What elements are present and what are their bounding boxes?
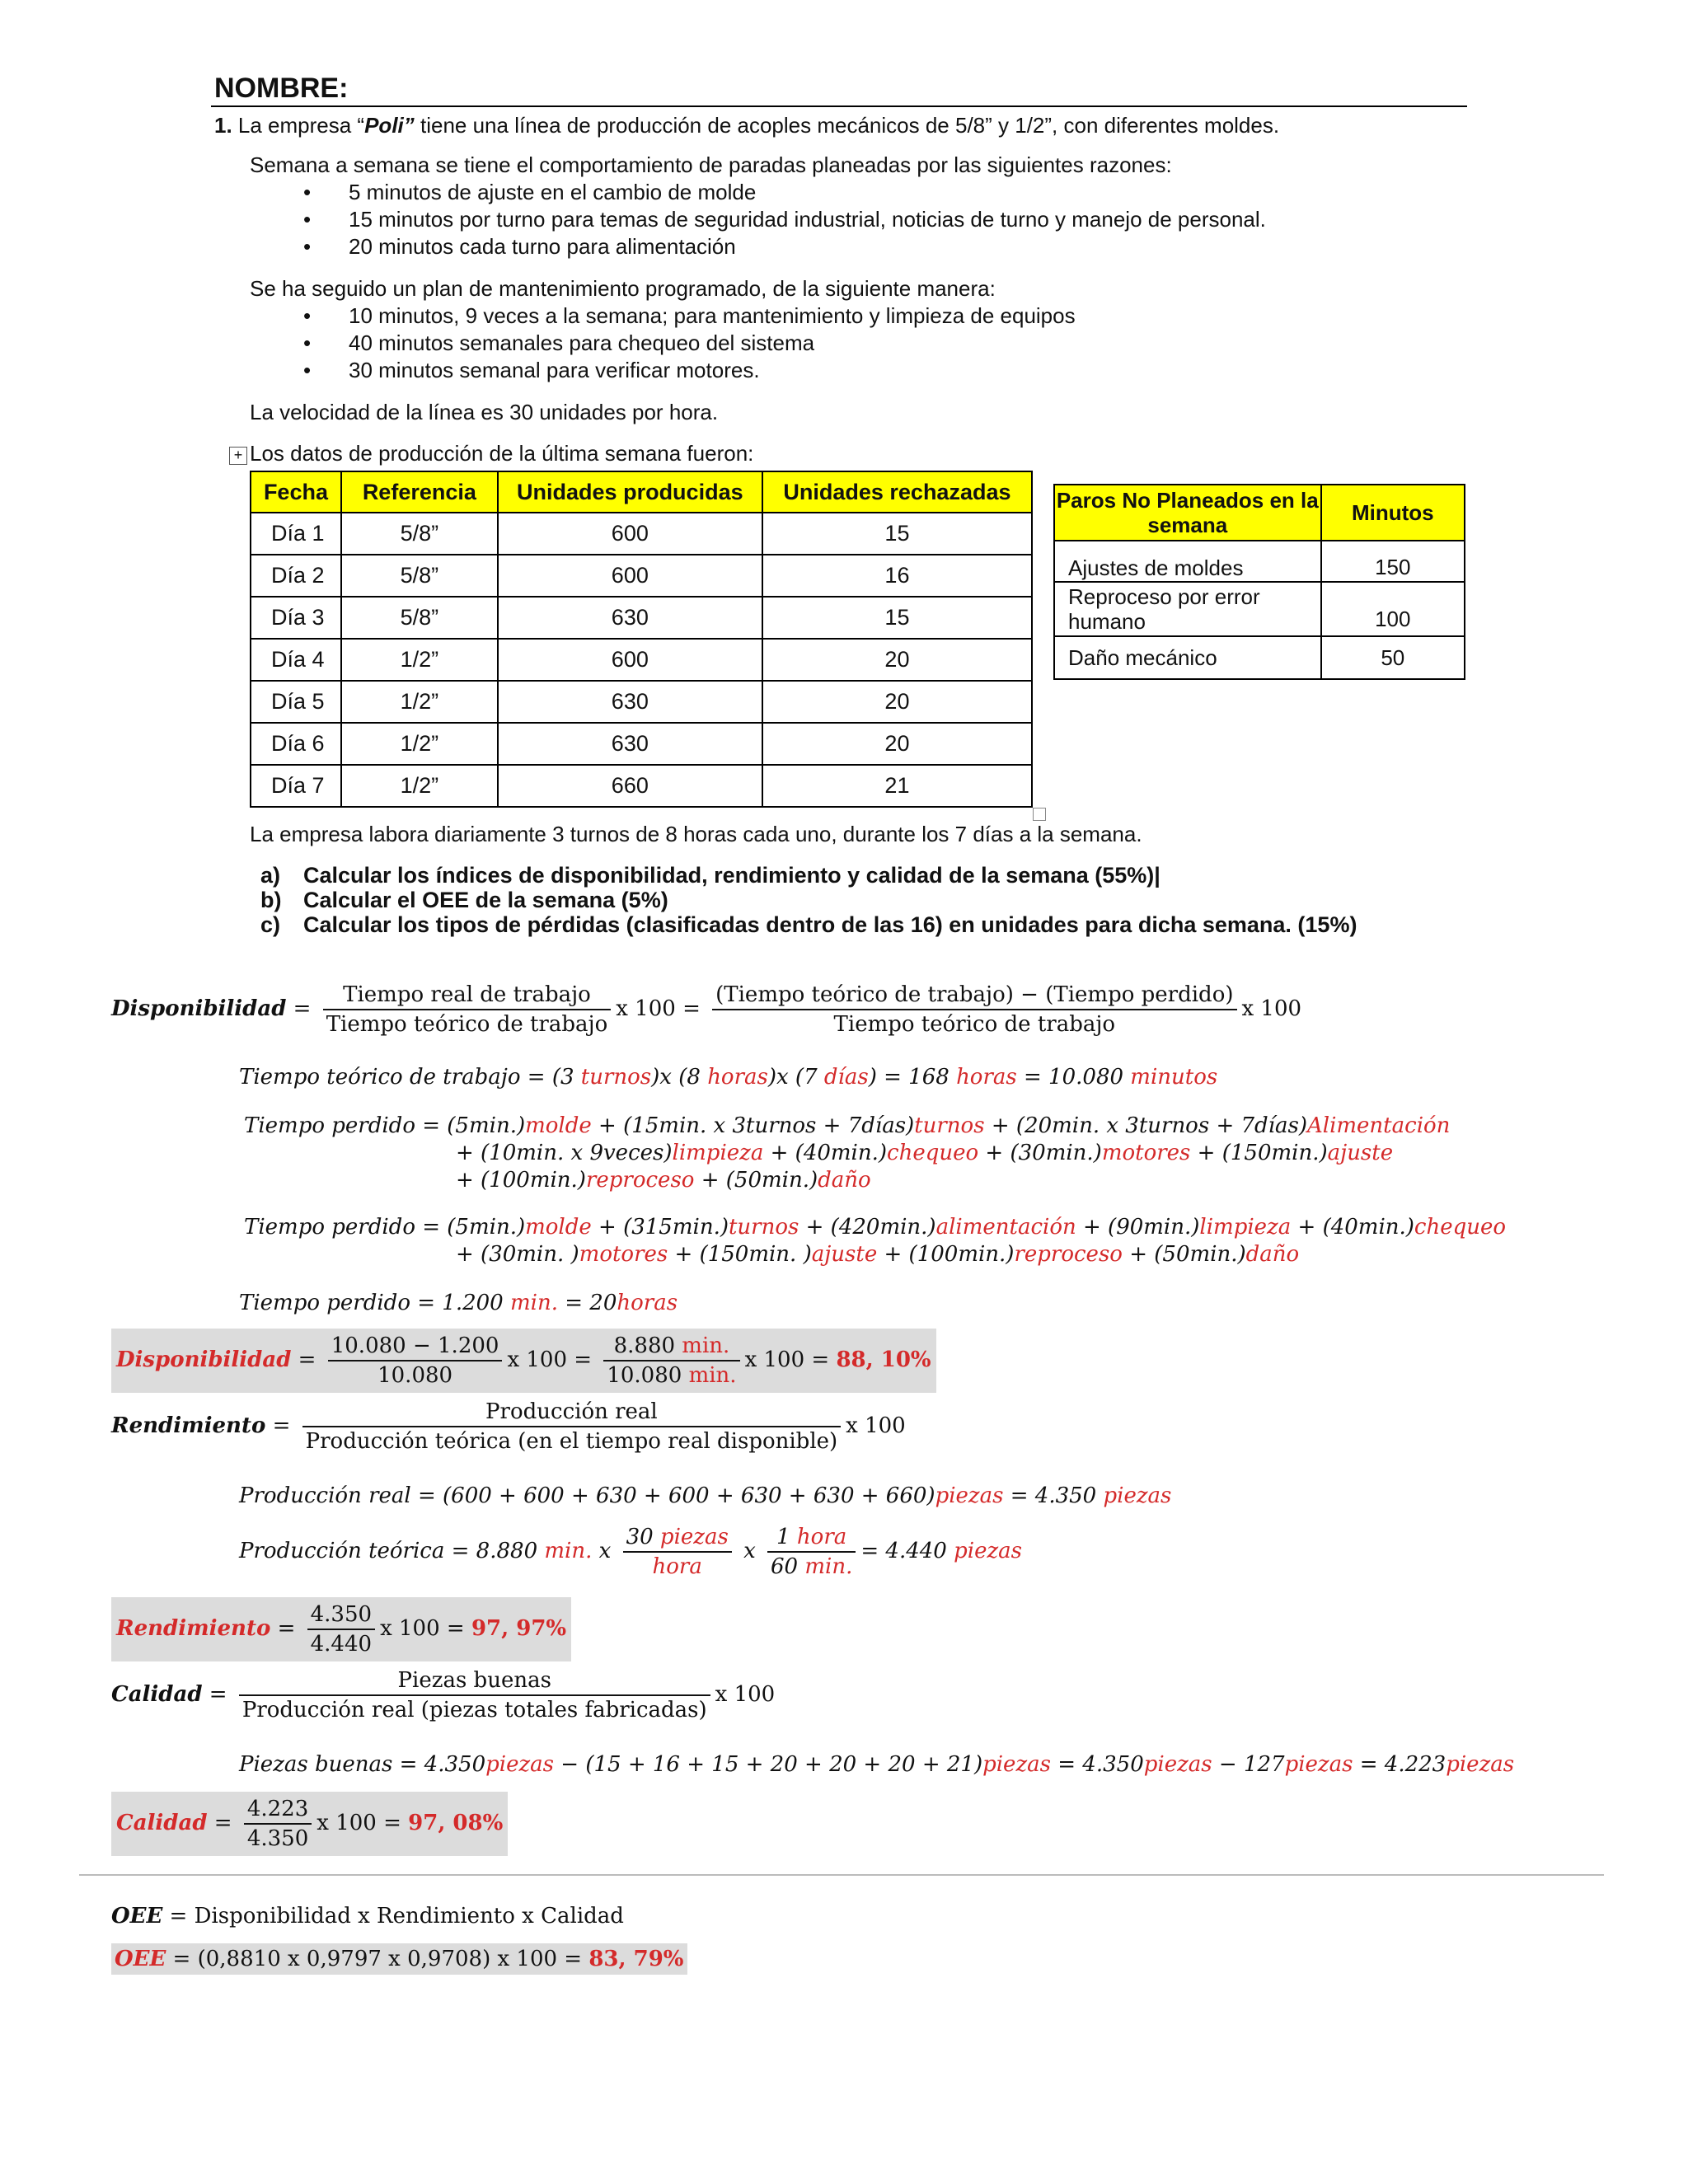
- paros-table: [1053, 484, 1465, 680]
- calidad-result: Calidad = $\frac{4.223}{4.350}$ x 100 = 97, 08%: [111, 1792, 508, 1856]
- fraction: $\frac{\text{30 piezas}}{\text{hora}}$: [623, 1525, 732, 1579]
- list-item: • 15 minutos por turno para temas de seguridad industrial, noticias de turno y manejo de personal.: [250, 206, 1486, 233]
- disponibilidad-formula: Disponibilidad = $\frac{\text{Tiempo real de trabajo}}{\text{Tiempo teórico de trabajo}}$ x 100 = $\frac{\text{(Tiempo teórico de trabajo) − (Tiempo perdido)}}{\text{Tiempo teórico de trabajo}}$ x 100: [111, 982, 1302, 1037]
- rendimiento-result: Rendimiento = $\frac{4.350}{4.440}$ x 100 = 97, 97%: [111, 1597, 571, 1661]
- intro-b: tiene una línea de producción de acoples mecánicos de 5/8” y 1/2”, con diferentes moldes.: [414, 113, 1280, 138]
- disponibilidad-result: Disponibilidad = $\frac{10.080 - 1.200}{10.080}$ x 100 = $\frac{8.880 \min.}{10.080 \min.}$ x 100 = 88, 10%: [111, 1329, 936, 1393]
- col-header-paros: Paros No Planeados en la semana: [1054, 485, 1321, 541]
- calidad-label: Calidad: [111, 1682, 203, 1707]
- table-row: [251, 723, 1032, 765]
- calidad-formula: Calidad = $\frac{\text{Piezas buenas}}{\text{Producción real (piezas totales fabricadas)}}$ x 100: [111, 1668, 776, 1722]
- col-header-fecha: Fecha: [251, 471, 341, 513]
- fraction: $\frac{\text{Piezas buenas}}{\text{Producción real (piezas totales fabricadas)}}$: [239, 1668, 710, 1722]
- table-header-row: [251, 471, 1032, 513]
- problem-number: 1.: [214, 113, 232, 138]
- tiempo-perdido-total: Tiempo perdido = 1.200 min. = 20horas: [239, 1291, 678, 1315]
- fraction: $\frac{10.080 - 1.200}{10.080}$: [328, 1333, 503, 1388]
- piezas-buenas-line: Piezas buenas = 4.350piezas − (15 + 16 + 15 + 20 + 20 + 20 + 21)piezas = 4.350piezas − 127piezas = 4.223piezas: [239, 1752, 1515, 1777]
- disponibilidad-label: Disponibilidad: [111, 996, 287, 1021]
- cell-producidas: 600: [498, 639, 762, 681]
- paradas-intro: Semana a semana se tiene el comportamiento de paradas planeadas por las siguientes razones:: [250, 152, 1172, 177]
- cell-producidas: 630: [498, 597, 762, 639]
- fraction: $\frac{\text{1 hora}}{60 \min.}$: [767, 1525, 856, 1579]
- company-name: Poli”: [364, 113, 415, 138]
- tiempo-perdido-desglose: Tiempo perdido = (5min.)molde + (15min. x 3turnos + 7días)turnos + (20min. x 3turnos + 7días)Alimentación + (10min. x 9veces)limpieza + (40min.)chequeo + (30min.)motores + (150min.)ajuste + (100min.)reproceso + (50min.)daño: [244, 1113, 1451, 1193]
- cell-paro: Daño mecánico: [1054, 636, 1321, 679]
- list-item: • 40 minutos semanales para chequeo del sistema: [250, 330, 1486, 357]
- labora-text: La empresa labora diariamente 3 turnos de 8 horas cada uno, durante los 7 días a la semana.: [250, 822, 1142, 846]
- cell-minutos: 150: [1321, 541, 1465, 582]
- question-c: c) Calcular los tipos de pérdidas (clasificadas dentro de las 16) en unidades para dicha semana. (15%): [260, 912, 1357, 937]
- fraction: $\frac{\text{Producción real}}{\text{Producción teórica (en el tiempo real disponible)}}$: [302, 1399, 842, 1454]
- header-rule: [211, 105, 1467, 107]
- mant-intro: Se ha seguido un plan de mantenimiento programado, de la siguiente manera:: [250, 276, 996, 301]
- cell-fecha: Día 6: [251, 723, 341, 765]
- cell-rechazadas: 15: [762, 597, 1032, 639]
- question-b: b) Calcular el OEE de la semana (5%): [260, 888, 668, 912]
- rendimiento-formula: Rendimiento = $\frac{\text{Producción real}}{\text{Producción teórica (en el tiempo real disponible)}}$ x 100: [111, 1399, 906, 1454]
- table-row: [1054, 541, 1465, 582]
- cell-fecha: Día 2: [251, 555, 341, 597]
- cell-paro: Ajustes de moldes: [1054, 541, 1321, 582]
- oee-label: OEE: [111, 1904, 163, 1929]
- fraction: $\frac{\text{(Tiempo teórico de trabajo) − (Tiempo perdido)}}{\text{Tiempo teórico de trabajo}}$: [712, 982, 1236, 1037]
- col-header-minutos: Minutos: [1321, 485, 1465, 541]
- table-header-row: [1054, 485, 1465, 541]
- tiempo-teorico-line: Tiempo teórico de trabajo = (3 turnos)x (8 horas)x (7 días) = 168 horas = 10.080 minutos: [239, 1065, 1218, 1090]
- oee-result: OEE = (0,8810 x 0,9797 x 0,9708) x 100 = 83, 79%: [111, 1943, 687, 1975]
- list-item: • 5 minutos de ajuste en el cambio de molde: [250, 179, 1486, 206]
- cell-rechazadas: 20: [762, 639, 1032, 681]
- cell-rechazadas: 20: [762, 723, 1032, 765]
- list-item: • 10 minutos, 9 veces a la semana; para mantenimiento y limpieza de equipos: [250, 302, 1486, 330]
- cell-rechazadas: 20: [762, 681, 1032, 723]
- rendimiento-value: 97, 97%: [471, 1616, 567, 1641]
- cell-rechazadas: 15: [762, 513, 1032, 555]
- paradas-list: [250, 179, 1486, 260]
- fraction: $\frac{\text{Tiempo real de trabajo}}{\text{Tiempo teórico de trabajo}}$: [323, 982, 612, 1037]
- oee-value: 83, 79%: [588, 1947, 684, 1971]
- cell-referencia: 5/8”: [341, 597, 498, 639]
- produccion-real-line: Producción real = (600 + 600 + 630 + 600 + 630 + 630 + 660)piezas = 4.350 piezas: [239, 1483, 1172, 1508]
- table-row: [251, 681, 1032, 723]
- tiempo-perdido-valores: Tiempo perdido = (5min.)molde + (315min.)turnos + (420min.)alimentación + (90min.)limpieza + (40min.)chequeo + (30min. )motores + (150min. )ajuste + (100min.)reproceso + (50min.)daño: [244, 1215, 1507, 1267]
- cell-fecha: Día 5: [251, 681, 341, 723]
- table-row: [251, 513, 1032, 555]
- cell-referencia: 5/8”: [341, 555, 498, 597]
- table-row: [251, 555, 1032, 597]
- fraction: $\frac{4.223}{4.350}$: [244, 1797, 312, 1851]
- cell-referencia: 1/2”: [341, 639, 498, 681]
- cell-referencia: 1/2”: [341, 681, 498, 723]
- cell-producidas: 600: [498, 513, 762, 555]
- cell-fecha: Día 3: [251, 597, 341, 639]
- cell-producidas: 600: [498, 555, 762, 597]
- cell-producidas: 630: [498, 723, 762, 765]
- cell-fecha: Día 7: [251, 765, 341, 807]
- velocidad-text: La velocidad de la línea es 30 unidades por hora.: [250, 400, 719, 424]
- produccion-teorica-line: Producción teórica = 8.880 min. x $\frac{\text{30 piezas}}{\text{hora}}$ x $\frac{\text{1 hora}}{60 \min.}$ = 4.440 piezas: [239, 1525, 1022, 1579]
- table-resize-handle[interactable]: [1033, 808, 1046, 821]
- question-a: a) Calcular los índices de disponibilidad, rendimiento y calidad de la semana (55%)|: [260, 863, 1160, 888]
- rendimiento-label: Rendimiento: [111, 1413, 266, 1438]
- problem-statement: [214, 112, 1279, 139]
- cell-fecha: Día 4: [251, 639, 341, 681]
- disponibilidad-value: 88, 10%: [836, 1347, 931, 1372]
- production-table: [250, 471, 1033, 808]
- col-header-producidas: Unidades producidas: [498, 471, 762, 513]
- table-move-handle-icon[interactable]: +: [229, 447, 247, 465]
- nombre-label: NOMBRE:: [214, 73, 349, 104]
- intro-a: La empresa “: [232, 113, 365, 138]
- cell-referencia: 5/8”: [341, 513, 498, 555]
- cell-fecha: Día 1: [251, 513, 341, 555]
- cell-producidas: 630: [498, 681, 762, 723]
- oee-definition: OEE = Disponibilidad x Rendimiento x Calidad: [111, 1904, 624, 1929]
- col-header-referencia: Referencia: [341, 471, 498, 513]
- fraction: $\frac{8.880 \min.}{10.080 \min.}$: [603, 1333, 739, 1388]
- cell-referencia: 1/2”: [341, 723, 498, 765]
- mant-list: [250, 302, 1486, 384]
- table-row: [1054, 636, 1465, 679]
- cell-rechazadas: 16: [762, 555, 1032, 597]
- list-item: • 20 minutos cada turno para alimentación: [250, 233, 1486, 260]
- list-item: • 30 minutos semanal para verificar motores.: [250, 357, 1486, 384]
- section-divider: [79, 1874, 1604, 1876]
- cell-referencia: 1/2”: [341, 765, 498, 807]
- cell-producidas: 660: [498, 765, 762, 807]
- questions: [260, 863, 1357, 937]
- cell-minutos: 100: [1321, 582, 1465, 636]
- cell-rechazadas: 21: [762, 765, 1032, 807]
- datos-intro: Los datos de producción de la última semana fueron:: [250, 441, 754, 466]
- cell-minutos: 50: [1321, 636, 1465, 679]
- table-row: [251, 639, 1032, 681]
- col-header-rechazadas: Unidades rechazadas: [762, 471, 1032, 513]
- cell-paro: Reproceso por error humano: [1054, 582, 1321, 636]
- table-row: [251, 765, 1032, 807]
- table-row: [1054, 582, 1465, 636]
- table-row: [251, 597, 1032, 639]
- fraction: $\frac{4.350}{4.440}$: [307, 1602, 375, 1657]
- calidad-value: 97, 08%: [408, 1811, 504, 1835]
